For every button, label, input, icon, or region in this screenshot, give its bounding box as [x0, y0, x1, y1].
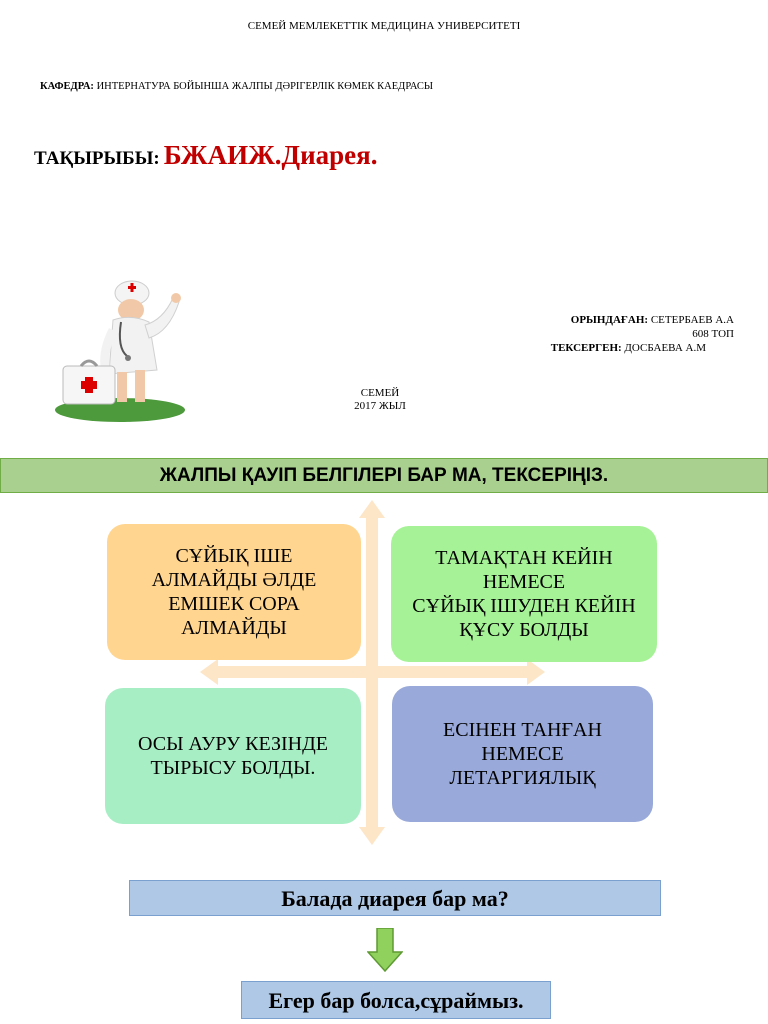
- sign-card-vomits: [391, 526, 657, 662]
- topic-title: БЖАИЖ.Диарея.: [163, 140, 378, 170]
- sign-card-text: ЕСІНЕН ТАНҒАН НЕМЕСЕ ЛЕТАРГИЯЛЫҚ: [443, 719, 602, 789]
- checker-name: ДОСБАЕВА А.М: [624, 342, 706, 354]
- down-arrow-icon: [367, 928, 403, 972]
- city: СЕМЕЙ: [360, 387, 400, 399]
- performer-line: [551, 313, 734, 327]
- year: 2017 ЖЫЛ: [354, 400, 406, 412]
- group-line: 608 ТОП: [692, 328, 734, 340]
- checker-line: [551, 341, 706, 355]
- performer-label: ОРЫНДАҒАН:: [570, 314, 649, 326]
- sign-card-text: ОСЫ АУРУ КЕЗІНДЕ ТЫРЫСУ БОЛДЫ.: [138, 733, 328, 779]
- danger-signs-banner: ЖАЛПЫ ҚАУІП БЕЛГІЛЕРІ БАР МА, ТЕКСЕРІҢІЗ.: [0, 458, 768, 493]
- checker-label: ТЕКСЕРГЕН:: [550, 342, 622, 354]
- performer-name: СЕТЕРБАЕВ А.А: [650, 314, 734, 326]
- sign-card-convulsions: [105, 688, 361, 824]
- city-year-block: [0, 387, 760, 413]
- department-value: ИНТЕРНАТУРА БОЙЫНША ЖАЛПЫ ДӘРІГЕРЛІК КӨМЕК КАЕДРАСЫ: [96, 81, 434, 92]
- sign-card-text: ТАМАҚТАН КЕЙІН НЕМЕСЕ СҰЙЫҚ ІШУДЕН КЕЙІН ҚҰСУ БОЛДЫ: [412, 547, 636, 641]
- sign-card-lethargic: [392, 686, 653, 822]
- sign-card-cannot-drink: [107, 524, 361, 660]
- topic-label: ТАҚЫРЫБЫ:: [34, 148, 160, 169]
- sign-card-text: СҰЙЫҚ ІШЕ АЛМАЙДЫ ӘЛДЕ ЕМШЕК СОРА АЛМАЙДЫ: [151, 545, 317, 639]
- authors-block: [551, 313, 734, 355]
- if-yes-ask-box: Егер бар болса,сұраймыз.: [241, 981, 551, 1019]
- diarrhea-question-box: Балада диарея бар ма?: [129, 880, 661, 916]
- department-label: КАФЕДРА:: [40, 81, 94, 92]
- university-title: СЕМЕЙ МЕМЛЕКЕТТІК МЕДИЦИНА УНИВЕРСИТЕТІ: [247, 20, 521, 32]
- department-line: [40, 81, 433, 92]
- topic-line: [34, 140, 378, 171]
